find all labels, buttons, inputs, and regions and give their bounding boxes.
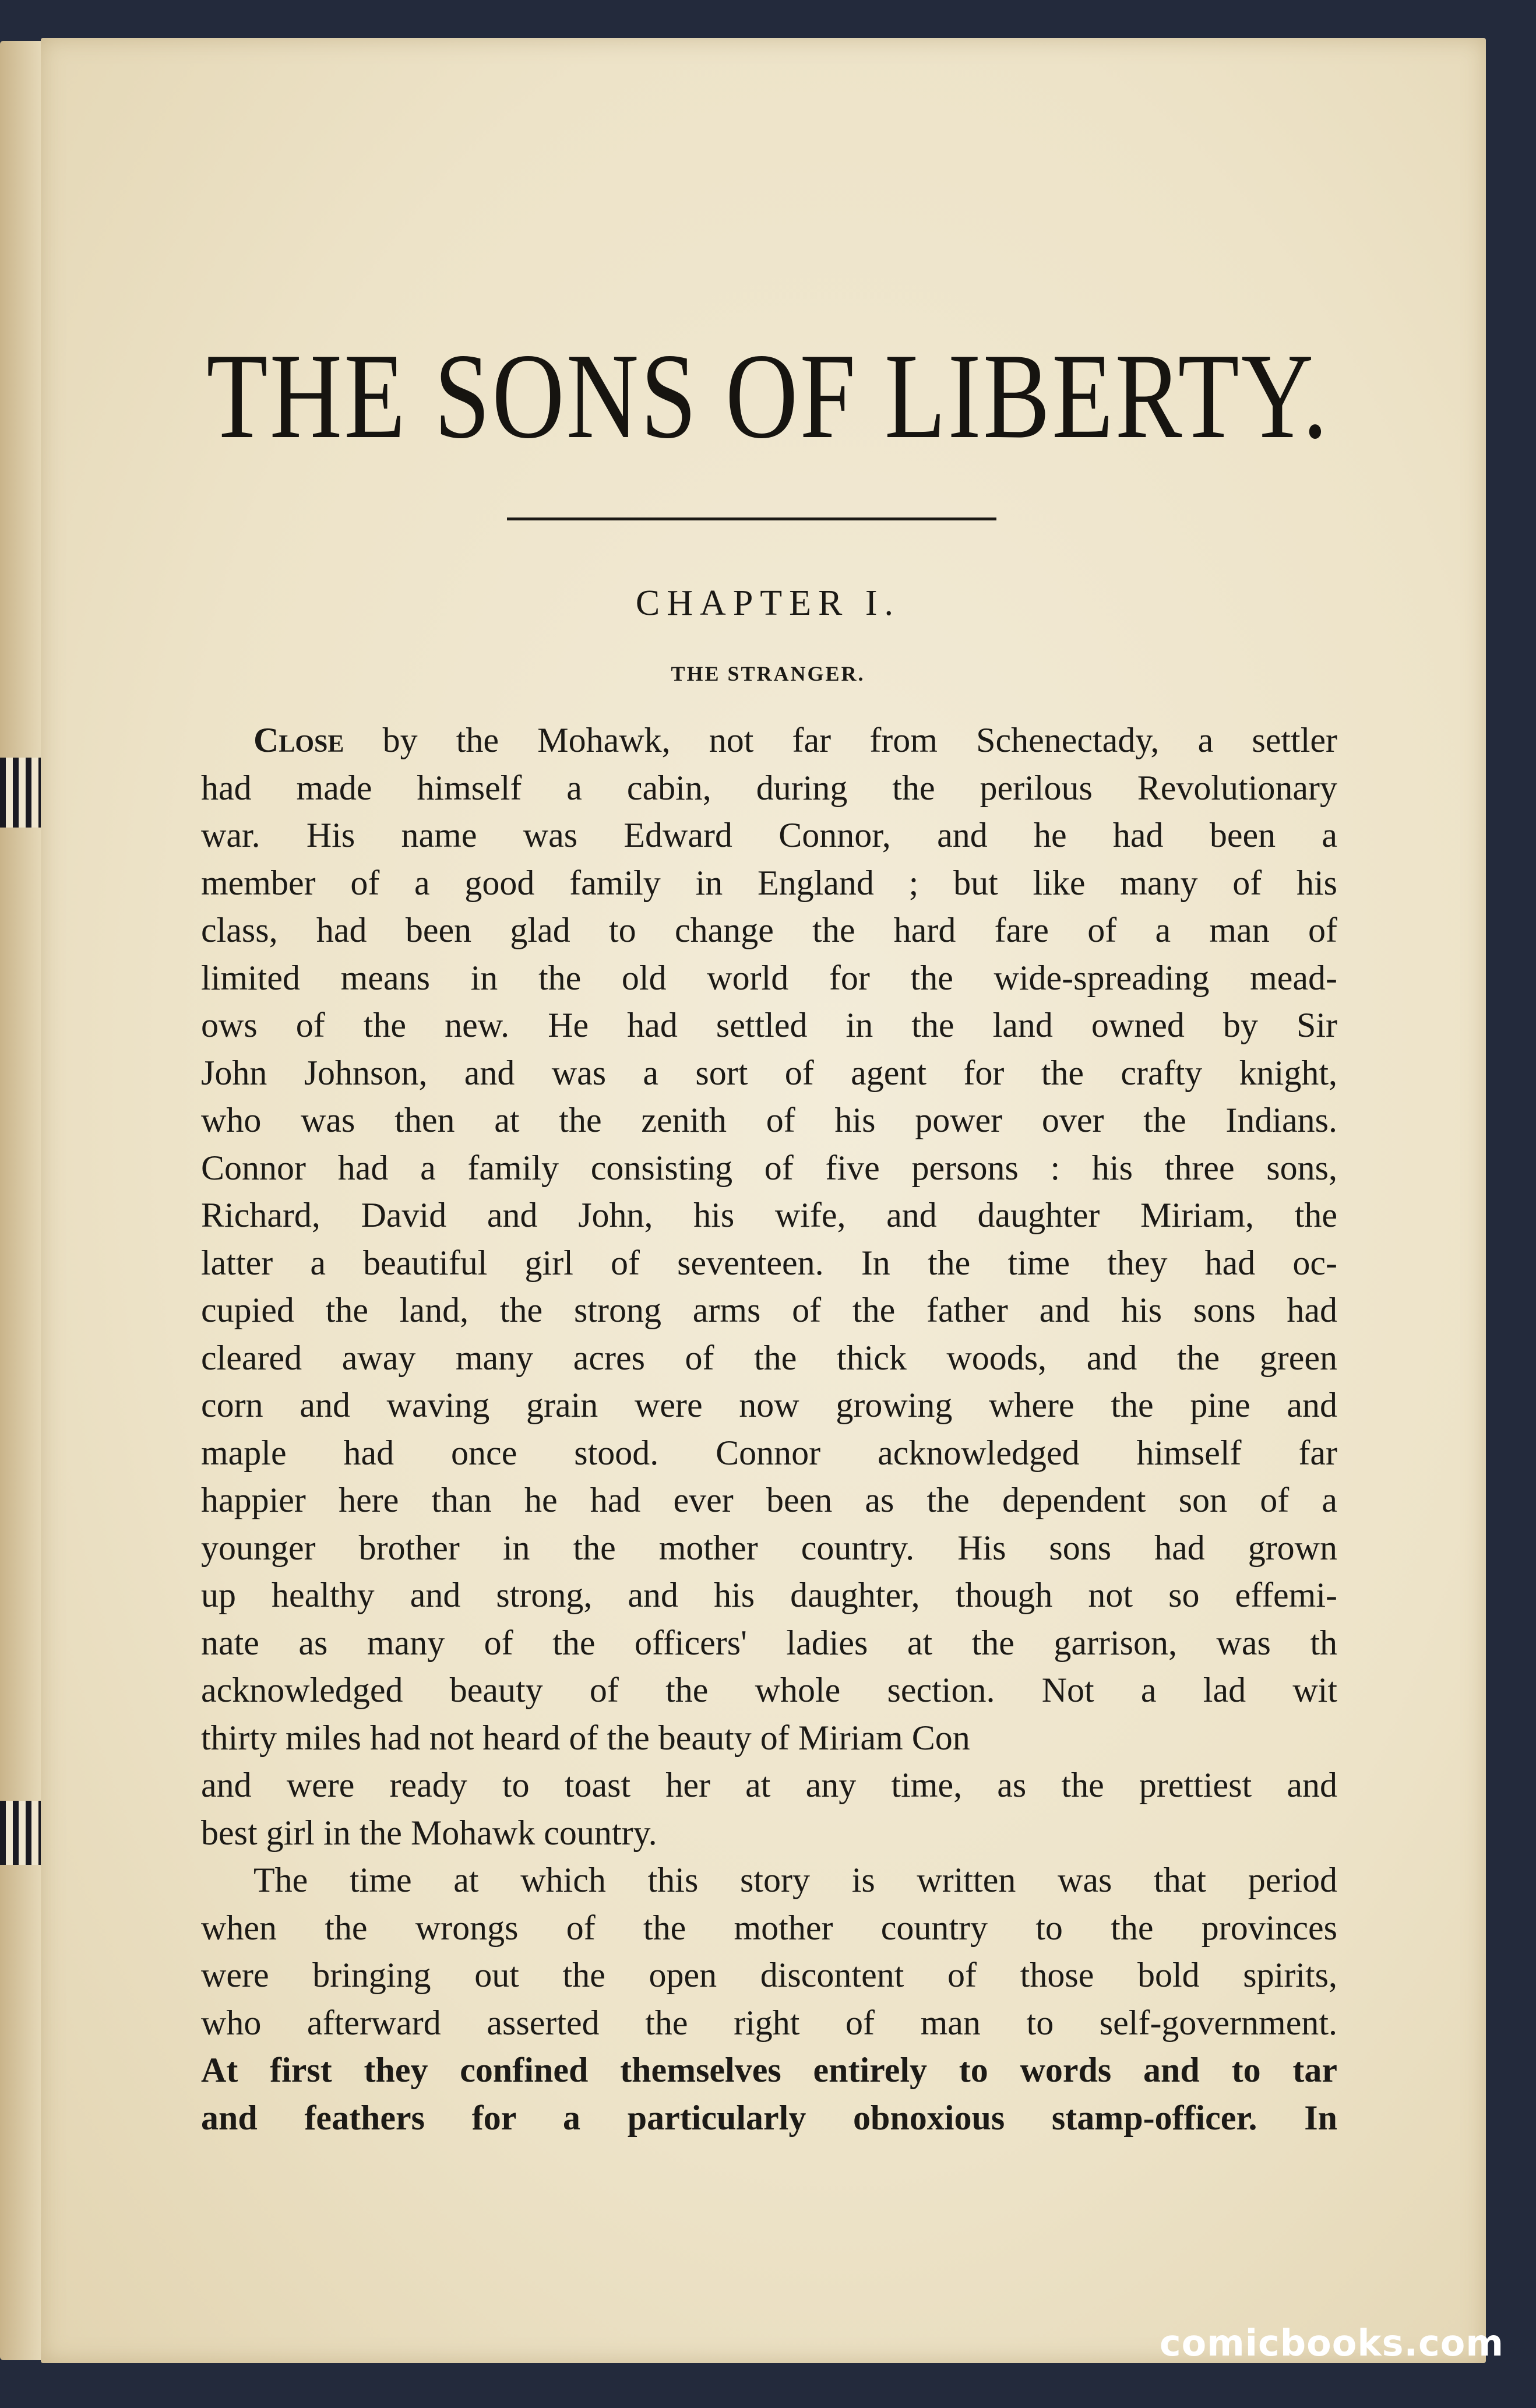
text-line: thirty miles had not heard of the beauty of Miriam Con [201,1718,970,1757]
text-line: corn and waving grain were now growing where the pine and [201,1386,1337,1424]
text-line: who was then at the zenith of his power over the Indians. [201,1101,1337,1139]
text-line: nate as many of the officers' ladies at the garrison, was th [201,1623,1337,1662]
text-line: and were ready to toast her at any time, as the prettiest and [201,1766,1337,1804]
text-line: cupied the land, the strong arms of the father and his sons had [201,1291,1337,1329]
line-text: by the Mohawk, not far from Schenectady, a settler [382,721,1337,759]
text-line: were bringing out the open discontent of those bold spirits, [201,1956,1337,1994]
chapter-title: THE STRANGER. [671,662,865,685]
text-line: war. His name was Edward Connor, and he had been a [201,816,1337,854]
text-line: class, had been glad to change the hard fare of a man of [201,911,1337,949]
paragraph-1 [201,717,1337,1857]
text-line: member of a good family in England ; but like many of his [201,863,1337,902]
text-line: acknowledged beauty of the whole section. Not a lad wit [201,1671,1337,1709]
lead-word: Close [253,721,344,759]
text-line: ows of the new. He had settled in the land owned by Sir [201,1006,1337,1044]
site-watermark: comicbooks.com [1159,2322,1504,2364]
text-line [201,717,1337,765]
title-rule [507,517,996,520]
text-line: maple had once stood. Connor acknowledged himself far [201,1433,1337,1472]
text-line: latter a beautiful girl of seventeen. In the time they had oc- [201,1243,1337,1282]
text-line: Connor had a family consisting of five persons : his three sons, [201,1148,1337,1187]
text-line: up healthy and strong, and his daughter, though not so effemi- [201,1576,1337,1614]
body-text [201,717,1337,2142]
text-line: younger brother in the mother country. His sons had grown [201,1528,1337,1567]
text-line: had made himself a cabin, during the perilous Revolutionary [201,768,1337,807]
text-line: Richard, David and John, his wife, and daughter Miriam, the [201,1196,1337,1234]
chapter-heading: CHAPTER I. [635,583,901,623]
text-line: John Johnson, and was a sort of agent for the crafty knight, [201,1053,1337,1092]
text-line: when the wrongs of the mother country to the provinces [201,1908,1337,1947]
text-line: happier here than he had ever been as the dependent son of a [201,1481,1337,1519]
text-line: limited means in the old world for the wide-spreading mead- [201,958,1337,997]
text-line: best girl in the Mohawk country. [201,1813,657,1852]
text-line: and feathers for a particularly obnoxious stamp-officer. In [201,2098,1337,2137]
text-line: who afterward asserted the right of man to self-government. [201,2003,1337,2042]
text-line: cleared away many acres of the thick woods, and the green [201,1338,1337,1377]
book-title: THE SONS OF LIBERTY. [206,329,1330,464]
paragraph-2 [201,1857,1337,2142]
text-line: The time at which this story is written was that period [253,1861,1337,1899]
text-line: At first they confined themselves entirely to words and to tar [201,2051,1337,2089]
